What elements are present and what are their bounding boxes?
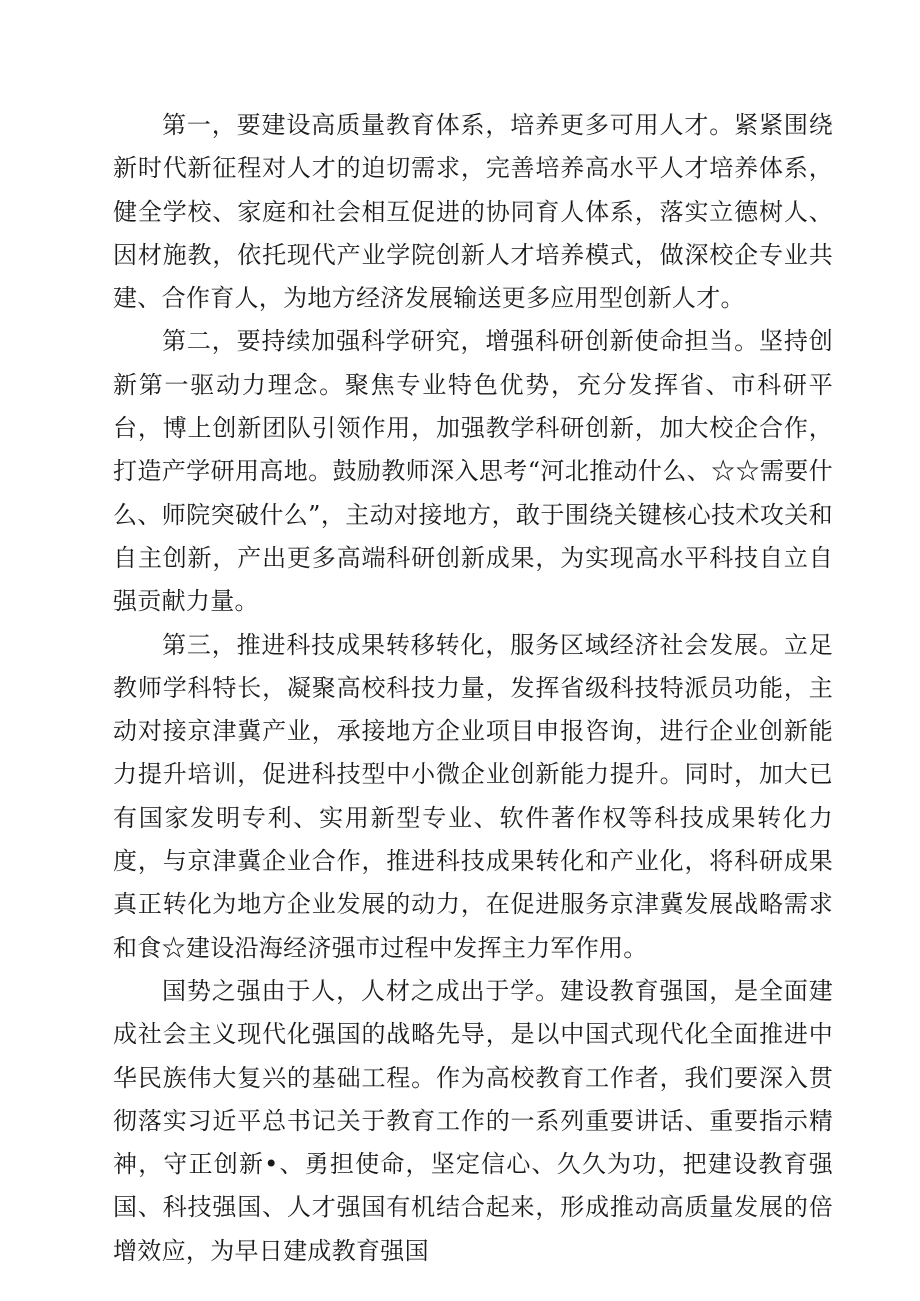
document-body	[113, 104, 833, 1273]
paragraph-tech-transfer: 第三，推进科技成果转移转化，服务区域经济社会发展。立足教师学科特长，凝聚高校科技力量，发挥省级科技特派员功能，主动对接京津冀产业，承接地方企业项目申报咨询，进行企业创新能力提升培训，促进科技型中小微企业创新能力提升。同时，加大已有国家发明专利、实用新型专业、软件著作权等科技成果转化力度，与京津冀企业合作，推进科技成果转化和产业化，将科研成果真正转化为地方企业发展的动力，在促进服务京津冀发展战略需求和食☆建设沿海经济强市过程中发挥主力军作用。	[113, 630, 833, 962]
paragraph-scientific-research: 第二，要持续加强科学研究，增强科研创新使命担当。坚持创新第一驱动力理念。聚焦专业特色优势，充分发挥省、市科研平台，博上创新团队引领作用，加强教学科研创新，加大校企合作，打造产学研用高地。鼓励教师深入思考“河北推动什么、☆☆需要什么、师院突破什么”，主动对接地方，敢于围绕关键核心技术攻关和自主创新，产出更多高端科研创新成果，为实现高水平科技自立自强贡献力量。	[113, 327, 833, 616]
paragraph-education-power: 国势之强由于人，人材之成出于学。建设教育强国，是全面建成社会主义现代化强国的战略先导，是以中国式现代化全面推进中华民族伟大复兴的基础工程。作为高校教育工作者，我们要深入贯彻落实习近平总书记关于教育工作的一系列重要讲话、重要指示精神，守正创新•、勇担使命，坚定信心、久久为功，把建设教育强国、科技强国、人才强国有机结合起来，形成推动高质量发展的倍增效应，为早日建成教育强国	[113, 976, 833, 1265]
paragraph-education-system: 第一，要建设高质量教育体系，培养更多可用人才。紧紧围绕新时代新征程对人才的迫切需求，完善培养高水平人才培养体系，健全学校、家庭和社会相互促进的协同育人体系，落实立德树人、因材施教，依托现代产业学院创新人才培养模式，做深校企专业共建、合作育人，为地方经济发展输送更多应用型创新人才。	[113, 111, 833, 313]
